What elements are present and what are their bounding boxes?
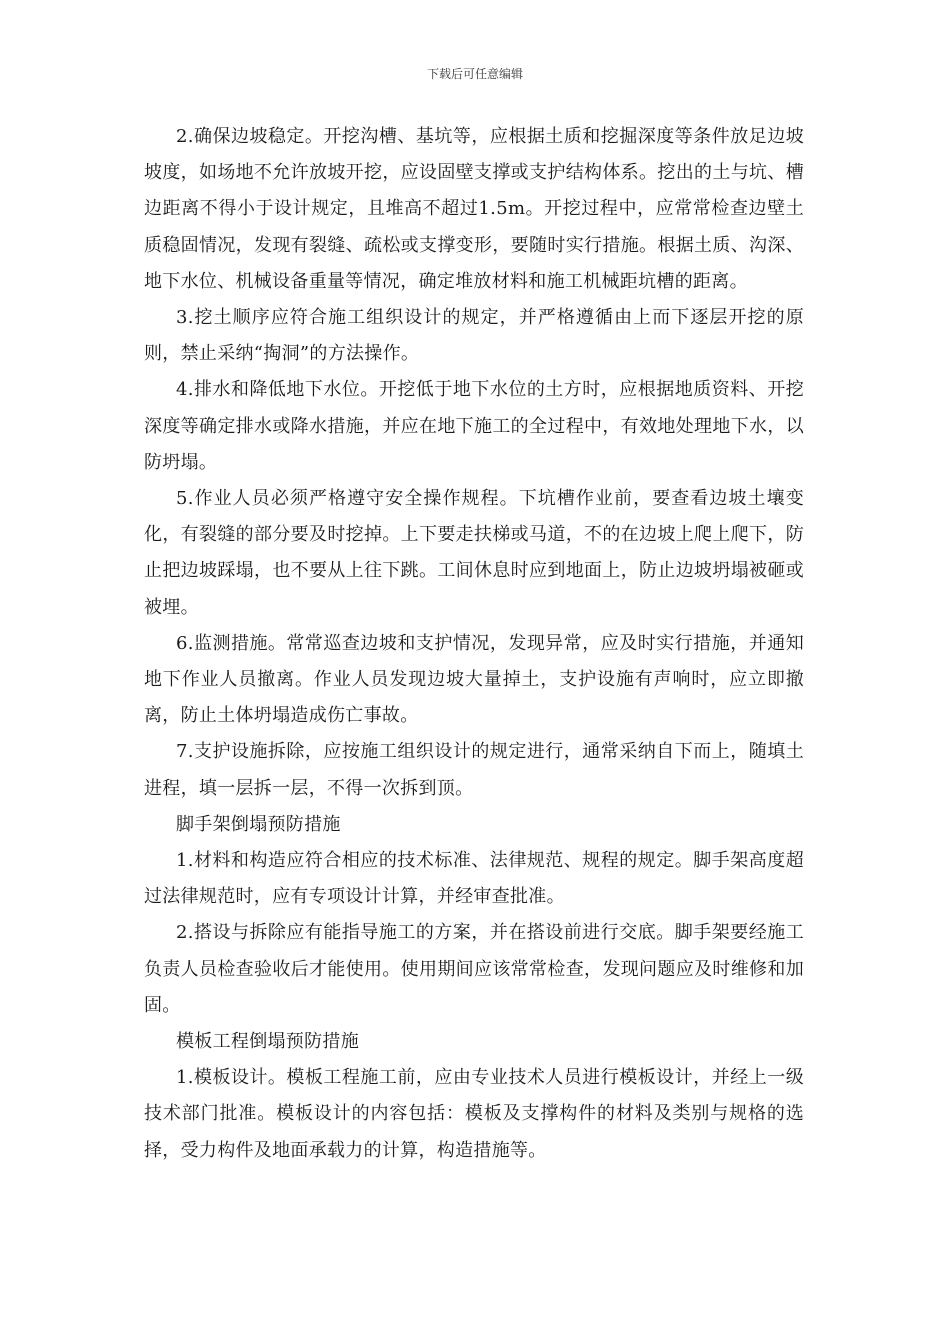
paragraph-scaffold-erection: 2.搭设与拆除应有能指导施工的方案，并在搭设前进行交底。脚手架要经施工负责人员检查验收后才能使用。使用期间应该常常检查，发现问题应及时维修和加固。 — [144, 922, 804, 1016]
paragraph-formwork-design: 1.模板设计。模板工程施工前，应由专业技术人员进行模板设计，并经上一级技术部门批准。模板设计的内容包括：模板及支撑构件的材料及类别与规格的选择，受力构件及地面承载力的计算，构造措施等。 — [144, 1067, 804, 1161]
section-heading-scaffold: 脚手架倒塌预防措施 — [176, 813, 341, 835]
paragraph-excavation-slope-stability: 2.确保边坡稳定。开挖沟槽、基坑等，应根据土质和挖掘深度等条件放足边坡坡度，如场地不允许放坡开挖，应设固壁支撑或支护结构体系。挖出的土与坑、槽边距离不得小于设计规定，且堆高不超过1.5m。开挖过程中，应常常检查边壁土质稳固情况，发现有裂缝、疏松或支撑变形，要随时实行措施。根据土质、沟深、地下水位、机械设备重量等情况，确定堆放材料和施工机械距坑槽的距离。 — [144, 126, 804, 292]
paragraph-operating-rules: 5.作业人员必须严格遵守安全操作规程。下坑槽作业前，要查看边坡土壤变化，有裂缝的部分要及时挖掉。上下要走扶梯或马道，不的在边坡上爬上爬下，防止把边坡踩塌，也不要从上往下跳。工间休息时应到地面上，防止边坡坍塌被砸或被埋。 — [144, 488, 804, 618]
paragraph-support-removal: 7.支护设施拆除，应按施工组织设计的规定进行，通常采纳自下而上，随填土进程，填一层拆一层，不得一次拆到顶。 — [144, 741, 804, 799]
paragraph-scaffold-materials: 1.材料和构造应符合相应的技术标准、法律规范、规程的规定。脚手架高度超过法律规范时，应有专项设计计算，并经审查批准。 — [144, 850, 804, 908]
section-heading-formwork: 模板工程倒塌预防措施 — [176, 1031, 359, 1053]
page-header: 下载后可任意编辑 — [426, 67, 523, 81]
paragraph-excavation-order: 3.挖土顺序应符合施工组织设计的规定，并严格遵循由上而下逐层开挖的原则，禁止采纳“掏洞”的方法操作。 — [144, 307, 804, 365]
paragraph-monitoring: 6.监测措施。常常巡查边坡和支护情况，发现异常，应及时实行措施，并通知地下作业人员撤离。作业人员发现边坡大量掉土，支护设施有声响时，应立即撤离，防止土体坍塌造成伤亡事故。 — [144, 632, 804, 727]
document-body — [144, 119, 804, 1169]
paragraph-drainage: 4.排水和降低地下水位。开挖低于地下水位的土方时，应根据地质资料、开挖深度等确定排水或降水措施，并应在地下施工的全过程中，有效地处理地下水，以防坍塌。 — [144, 379, 804, 473]
